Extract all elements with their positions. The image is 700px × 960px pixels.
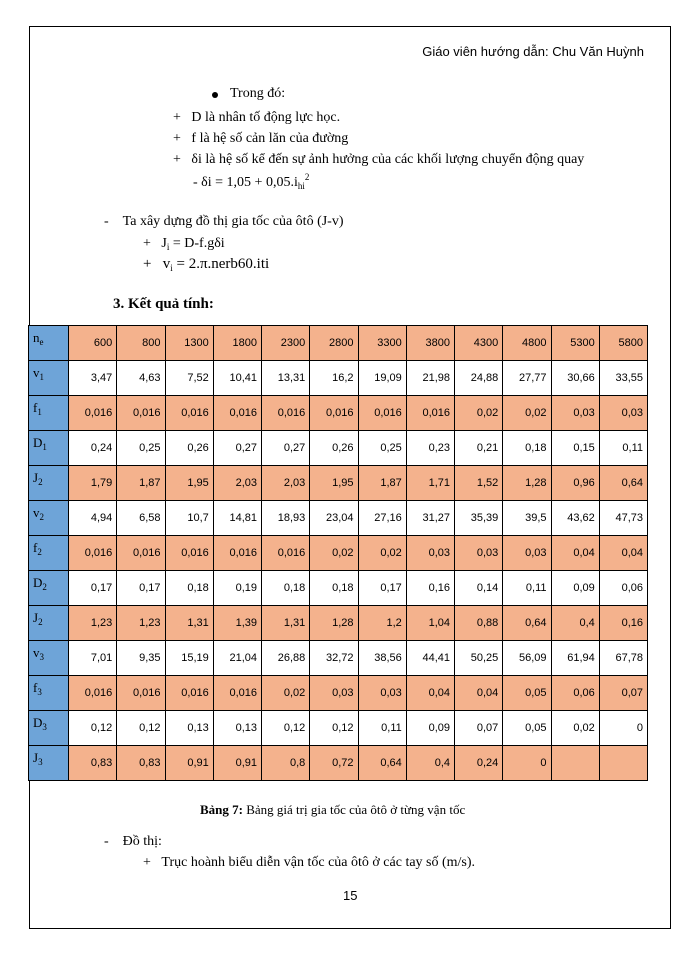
table-cell: 0,25 — [117, 431, 165, 466]
table-cell: 2300 — [262, 326, 310, 361]
table-cell: 0 — [599, 711, 647, 746]
row-label: $D_1$ — [29, 431, 69, 466]
table-cell: 1,95 — [310, 466, 358, 501]
table-cell: 800 — [117, 326, 165, 361]
table-cell: 18,93 — [262, 501, 310, 536]
table-cell: 0,91 — [213, 746, 261, 781]
bullet-icon — [212, 92, 218, 98]
table-cell: 16,2 — [310, 361, 358, 396]
table-row — [29, 641, 648, 676]
table-cell: 0,12 — [69, 711, 117, 746]
table-cell: 35,39 — [455, 501, 503, 536]
delta-formula: - $\delta i = 1,05 + 0,05.i_{hi}^2$ — [193, 172, 310, 191]
table-caption: Bảng 7: Bảng giá trị gia tốc của ôtô ở từng vận tốc — [200, 802, 466, 817]
table-cell: 0,12 — [310, 711, 358, 746]
formula-j: + $J_i = D-f.g\delta i$ — [143, 236, 225, 252]
table-cell: 0,18 — [503, 431, 551, 466]
table-cell: 4300 — [455, 326, 503, 361]
table-cell: 1,39 — [213, 606, 261, 641]
table-cell: 1,87 — [358, 466, 406, 501]
table-row — [29, 571, 648, 606]
table-cell: 0,18 — [165, 571, 213, 606]
table-cell: 1,95 — [165, 466, 213, 501]
table-row — [29, 326, 648, 361]
table-cell: 3300 — [358, 326, 406, 361]
table-cell: 0,23 — [406, 431, 454, 466]
table-cell: 0,13 — [213, 711, 261, 746]
table-cell: 33,55 — [599, 361, 647, 396]
graph-item: + Trục hoành biểu diễn vận tốc của ôtô ở các tay số (m/s). — [143, 855, 476, 870]
table-cell: 15,19 — [165, 641, 213, 676]
table-cell: 7,01 — [69, 641, 117, 676]
table-cell: 0,016 — [213, 396, 261, 431]
table-cell: 0,016 — [213, 536, 261, 571]
table-cell: 38,56 — [358, 641, 406, 676]
row-label: $D_3$ — [29, 711, 69, 746]
table-cell: 0,06 — [599, 571, 647, 606]
table-cell: 1,52 — [455, 466, 503, 501]
table-cell: 0,83 — [69, 746, 117, 781]
table-cell: 61,94 — [551, 641, 599, 676]
table-cell: 0,02 — [503, 396, 551, 431]
table-row — [29, 676, 648, 711]
table-cell: 0,16 — [599, 606, 647, 641]
table-cell: 0,04 — [551, 536, 599, 571]
table-cell: 21,98 — [406, 361, 454, 396]
table-cell: 0,03 — [358, 676, 406, 711]
table-cell: 10,7 — [165, 501, 213, 536]
table-cell: 0,016 — [69, 396, 117, 431]
table-cell: 0,05 — [503, 676, 551, 711]
table-cell: 0,016 — [262, 536, 310, 571]
table-cell: 5800 — [599, 326, 647, 361]
table-row — [29, 396, 648, 431]
table-cell: 0,64 — [599, 466, 647, 501]
table-cell: 50,25 — [455, 641, 503, 676]
table-cell: 0,016 — [213, 676, 261, 711]
table-cell: 9,35 — [117, 641, 165, 676]
table-cell: 0,24 — [455, 746, 503, 781]
table-cell: 0,016 — [165, 536, 213, 571]
table-cell: 0,18 — [262, 571, 310, 606]
table-cell: 26,88 — [262, 641, 310, 676]
table-cell: 2,03 — [213, 466, 261, 501]
table-cell: 0,016 — [262, 396, 310, 431]
table-cell: 1800 — [213, 326, 261, 361]
table-cell: 0,17 — [358, 571, 406, 606]
row-label: $J_3$ — [29, 746, 69, 781]
table-row — [29, 501, 648, 536]
table-cell: 3800 — [406, 326, 454, 361]
table-cell: 0,016 — [310, 396, 358, 431]
table-cell: 0,016 — [117, 536, 165, 571]
table-cell: 0,11 — [599, 431, 647, 466]
table-cell: 0,17 — [117, 571, 165, 606]
table-cell: 24,88 — [455, 361, 503, 396]
row-label: $J_2$ — [29, 606, 69, 641]
table-cell: 0,016 — [358, 396, 406, 431]
plus-icon: + — [143, 256, 152, 272]
table-cell: 0,18 — [310, 571, 358, 606]
intro-item-2: + f là hệ số cản lăn của đường — [173, 131, 349, 146]
table-cell: 0,04 — [455, 676, 503, 711]
table-row — [29, 711, 648, 746]
table-cell: 1,31 — [165, 606, 213, 641]
table-cell: 13,31 — [262, 361, 310, 396]
table-cell: 0,07 — [455, 711, 503, 746]
intro-item-1: + D là nhân tố động lực học. — [173, 110, 341, 125]
table-cell: 0,016 — [165, 396, 213, 431]
table-cell: 0,19 — [213, 571, 261, 606]
table-cell: 1,2 — [358, 606, 406, 641]
table-cell: 0,11 — [358, 711, 406, 746]
table-row — [29, 606, 648, 641]
table-cell: 0,64 — [358, 746, 406, 781]
table-row — [29, 536, 648, 571]
table-cell: 0,15 — [551, 431, 599, 466]
table-cell: 0,96 — [551, 466, 599, 501]
table-cell: 0,8 — [262, 746, 310, 781]
table-cell: 0,05 — [503, 711, 551, 746]
table-cell: 5300 — [551, 326, 599, 361]
table-cell: 0,13 — [165, 711, 213, 746]
table-row — [29, 361, 648, 396]
table-cell: 0,88 — [455, 606, 503, 641]
table-cell: 0,04 — [599, 536, 647, 571]
table-cell: 67,78 — [599, 641, 647, 676]
table-cell: 0,03 — [599, 396, 647, 431]
plus-icon: + — [173, 110, 181, 125]
table-cell: 0,25 — [358, 431, 406, 466]
table-cell: 0,27 — [213, 431, 261, 466]
table-cell: 32,72 — [310, 641, 358, 676]
table-cell: 43,62 — [551, 501, 599, 536]
row-label: $v_2$ — [29, 501, 69, 536]
table-cell: 30,66 — [551, 361, 599, 396]
table-cell: 0,24 — [69, 431, 117, 466]
table-cell: 2800 — [310, 326, 358, 361]
table-cell: 1,79 — [69, 466, 117, 501]
table-cell: 0,27 — [262, 431, 310, 466]
plus-icon: + — [143, 236, 151, 251]
table-cell: 1,04 — [406, 606, 454, 641]
table-cell: 4,94 — [69, 501, 117, 536]
table-cell: 1,28 — [503, 466, 551, 501]
row-label: $n_e$ — [29, 326, 69, 361]
table-cell: 0,12 — [262, 711, 310, 746]
table-cell: 39,5 — [503, 501, 551, 536]
table-cell: 0,4 — [406, 746, 454, 781]
table-cell: 0,016 — [117, 396, 165, 431]
table-cell: 4,63 — [117, 361, 165, 396]
table-cell: 0,03 — [406, 536, 454, 571]
table-cell: 2,03 — [262, 466, 310, 501]
plus-icon: + — [143, 855, 151, 870]
table-cell: 3,47 — [69, 361, 117, 396]
row-label: $v_1$ — [29, 361, 69, 396]
table-cell: 0,03 — [455, 536, 503, 571]
table-cell: 0,17 — [69, 571, 117, 606]
table-cell: 600 — [69, 326, 117, 361]
table-cell: 0,21 — [455, 431, 503, 466]
row-label: $f_1$ — [29, 396, 69, 431]
results-table — [28, 325, 648, 781]
table-cell: 1,23 — [69, 606, 117, 641]
table-cell: 0,016 — [69, 676, 117, 711]
table-cell — [599, 746, 647, 781]
graph-section: - Đồ thị: — [104, 834, 162, 849]
table-cell: 27,16 — [358, 501, 406, 536]
table-cell: 1,71 — [406, 466, 454, 501]
graph-intro: - Ta xây dựng đồ thị gia tốc của ôtô (J-v) — [104, 214, 344, 229]
table-cell: 0,91 — [165, 746, 213, 781]
table-cell: 14,81 — [213, 501, 261, 536]
row-label: $v_3$ — [29, 641, 69, 676]
table-cell: 0,83 — [117, 746, 165, 781]
table-cell: 0,26 — [165, 431, 213, 466]
table-cell: 0,12 — [117, 711, 165, 746]
formula-v: + $v_i$ = 2.π.nerb60.iti — [143, 256, 270, 273]
table-cell: 0,016 — [165, 676, 213, 711]
intro-item-3: + δi là hệ số kể đến sự ảnh hưởng của các khối lượng chuyển động quay — [173, 152, 585, 167]
plus-icon: + — [173, 131, 181, 146]
table-cell: 0,016 — [69, 536, 117, 571]
table-row — [29, 746, 648, 781]
table-cell: 0,03 — [503, 536, 551, 571]
table-cell: 0,09 — [551, 571, 599, 606]
table-cell: 0,02 — [455, 396, 503, 431]
table-cell: 0,02 — [310, 536, 358, 571]
table-cell — [551, 746, 599, 781]
table-cell: 0,03 — [310, 676, 358, 711]
table-cell: 0,64 — [503, 606, 551, 641]
table-cell: 19,09 — [358, 361, 406, 396]
table-cell: 0,4 — [551, 606, 599, 641]
table-cell: 1,87 — [117, 466, 165, 501]
table-cell: 0,06 — [551, 676, 599, 711]
row-label: $f_2$ — [29, 536, 69, 571]
table-cell: 0,04 — [406, 676, 454, 711]
table-cell: 56,09 — [503, 641, 551, 676]
table-cell: 4800 — [503, 326, 551, 361]
table-cell: 0,07 — [599, 676, 647, 711]
table-cell: 0,14 — [455, 571, 503, 606]
page-header: Giáo viên hướng dẫn: Chu Văn Huỳnh — [422, 44, 644, 59]
intro-bullet-text: Trong đó: — [230, 86, 286, 101]
table-cell: 44,41 — [406, 641, 454, 676]
table-row — [29, 431, 648, 466]
table-cell: 0,16 — [406, 571, 454, 606]
table-cell: 1300 — [165, 326, 213, 361]
table-cell: 31,27 — [406, 501, 454, 536]
plus-icon: + — [173, 152, 181, 167]
table-cell: 7,52 — [165, 361, 213, 396]
table-cell: 0,11 — [503, 571, 551, 606]
page-number: 15 — [343, 888, 358, 903]
table-cell: 27,77 — [503, 361, 551, 396]
table-row — [29, 466, 648, 501]
table-cell: 0,02 — [551, 711, 599, 746]
table-cell: 6,58 — [117, 501, 165, 536]
section-title: 3. Kết quả tính: — [113, 296, 214, 312]
table-cell: 0,26 — [310, 431, 358, 466]
table-cell: 1,31 — [262, 606, 310, 641]
table-cell: 0,09 — [406, 711, 454, 746]
table-cell: 10,41 — [213, 361, 261, 396]
table-cell: 0 — [503, 746, 551, 781]
table-cell: 0,02 — [262, 676, 310, 711]
table-cell: 0,03 — [551, 396, 599, 431]
table-cell: 0,72 — [310, 746, 358, 781]
table-cell: 0,016 — [406, 396, 454, 431]
table-cell: 21,04 — [213, 641, 261, 676]
row-label: $D_2$ — [29, 571, 69, 606]
table-cell: 23,04 — [310, 501, 358, 536]
table-cell: 1,23 — [117, 606, 165, 641]
table-cell: 0,02 — [358, 536, 406, 571]
row-label: $f_3$ — [29, 676, 69, 711]
row-label: $J_2$ — [29, 466, 69, 501]
table-cell: 0,016 — [117, 676, 165, 711]
table-cell: 1,28 — [310, 606, 358, 641]
table-cell: 47,73 — [599, 501, 647, 536]
